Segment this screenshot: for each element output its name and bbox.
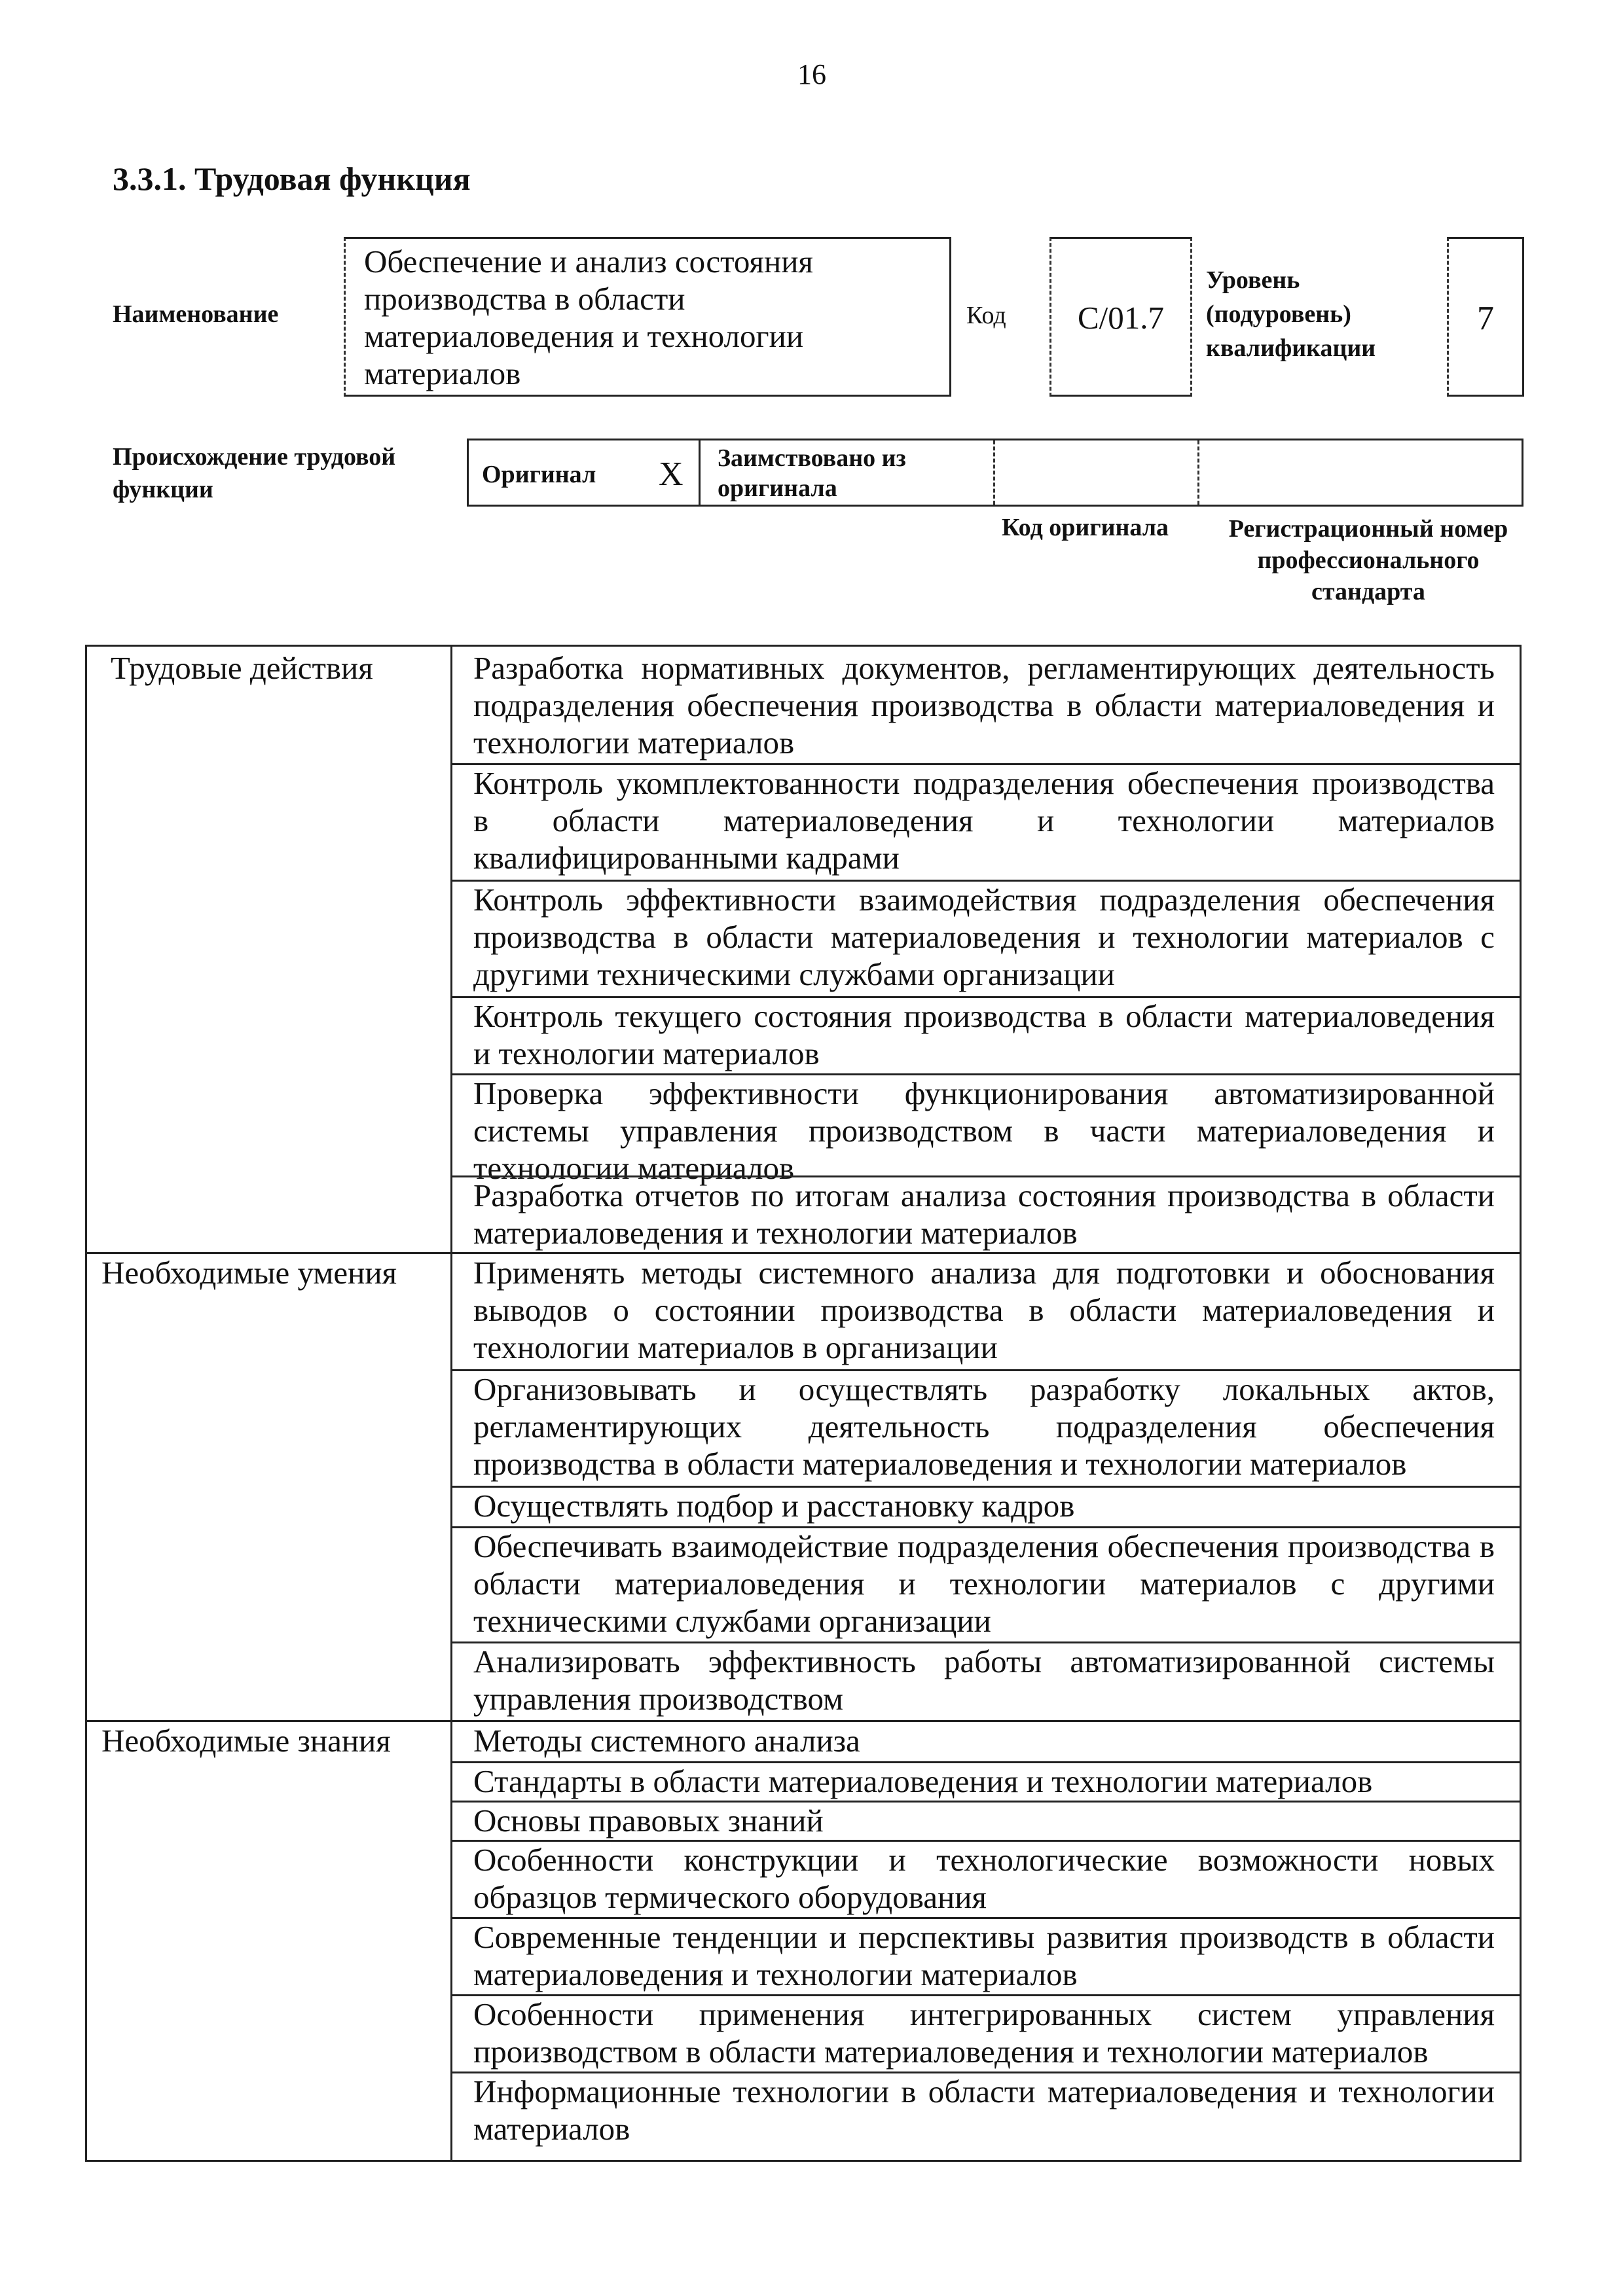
page-number: 16 bbox=[797, 58, 826, 90]
section-title-actions: Трудовые действия bbox=[111, 650, 373, 686]
action-item: Разработка нормативных документов, регламентирующих деятельность подразделения обеспечения производства в области материаловедения и технологии материалов bbox=[473, 650, 1495, 761]
skill-item: Обеспечивать взаимодействие подразделения обеспечения производства в области материаловедения и технологии материалов с другими техническими службами организации bbox=[473, 1528, 1495, 1639]
section-title: 3.3.1. Трудовая функция bbox=[113, 160, 471, 197]
origin-reg-cell bbox=[1199, 440, 1522, 505]
function-name-line: материаловедения и технологии bbox=[364, 318, 804, 354]
code-value: C/01.7 bbox=[1077, 300, 1165, 336]
level-value: 7 bbox=[1477, 300, 1494, 337]
borrowed-label-line: оригинала bbox=[718, 475, 837, 502]
original-label: Оригинал bbox=[482, 461, 596, 488]
function-name-line: Обеспечение и анализ состояния bbox=[364, 243, 813, 279]
function-name bbox=[364, 243, 936, 392]
skill-item: Осуществлять подбор и расстановку кадров bbox=[473, 1488, 1075, 1524]
level-box bbox=[1447, 237, 1524, 397]
skill-item: Анализировать эффективность работы автоматизированной системы управления производством bbox=[473, 1643, 1495, 1717]
level-label bbox=[1206, 263, 1402, 365]
code-box bbox=[1049, 237, 1192, 397]
knowledge-item: Основы правовых знаний bbox=[473, 1803, 824, 1839]
origin-label-line: Происхождение трудовой bbox=[113, 443, 396, 471]
origin-borrowed-cell bbox=[701, 440, 995, 505]
caption-reg-number bbox=[1211, 513, 1525, 607]
knowledge-item: Методы системного анализа bbox=[473, 1723, 860, 1759]
function-name-box bbox=[344, 237, 951, 397]
level-label-line: Уровень bbox=[1206, 266, 1300, 294]
knowledge-item: Стандарты в области материаловедения и технологии материалов bbox=[473, 1763, 1373, 1799]
borrowed-label bbox=[718, 443, 906, 503]
origin-code-cell bbox=[995, 440, 1199, 505]
caption-reg-line: профессионального bbox=[1257, 547, 1480, 574]
caption-code: Код оригинала bbox=[1002, 514, 1169, 541]
skill-item: Организовывать и осуществлять разработку локальных актов, регламентирующих деятельность подразделения обеспечения производства в области материаловедения и технологии материалов bbox=[473, 1371, 1495, 1482]
knowledge-item: Информационные технологии в области материаловедения и технологии материалов bbox=[473, 2073, 1495, 2147]
level-label-line: квалификации bbox=[1206, 334, 1376, 362]
code-label: Код bbox=[966, 302, 1006, 329]
origin-table bbox=[467, 439, 1523, 507]
caption-reg-line: стандарта bbox=[1311, 578, 1425, 605]
level-label-line: (подуровень) bbox=[1206, 300, 1351, 328]
action-item: Контроль эффективности взаимодействия подразделения обеспечения производства в области материаловедения и технологии материалов с другими техническими службами организации bbox=[473, 882, 1495, 992]
knowledge-item: Современные тенденции и перспективы развития производств в области материаловедения и технологии материалов bbox=[473, 1919, 1495, 1992]
function-name-line: производства в области bbox=[364, 281, 685, 317]
section-title-knowledge: Необходимые знания bbox=[101, 1723, 391, 1759]
skill-item: Применять методы системного анализа для подготовки и обоснования выводов о состоянии производства в области материаловедения и технологии материалов в организации bbox=[473, 1255, 1495, 1365]
action-item: Разработка отчетов по итогам анализа состояния производства в области материаловедения и технологии материалов bbox=[473, 1177, 1495, 1251]
original-mark: X bbox=[659, 456, 684, 493]
name-label: Наименование bbox=[113, 300, 279, 328]
knowledge-item: Особенности применения интегрированных систем управления производством в области материаловедения и технологии материалов bbox=[473, 1996, 1495, 2070]
caption-reg-line: Регистрационный номер bbox=[1228, 515, 1508, 543]
action-item: Контроль укомплектованности подразделения обеспечения производства в области материаловедения и технологии материалов квалифицированными кадрами bbox=[473, 765, 1495, 876]
knowledge-item: Особенности конструкции и технологические возможности новых образцов термического оборудования bbox=[473, 1842, 1495, 1915]
action-item: Проверка эффективности функционирования автоматизированной системы управления производством в части материаловедения и технологии материалов bbox=[473, 1075, 1495, 1186]
action-item: Контроль текущего состояния производства в области материаловедения и технологии материалов bbox=[473, 998, 1495, 1071]
borrowed-label-line: Заимствовано из bbox=[718, 444, 906, 472]
origin-label bbox=[113, 440, 395, 506]
column-divider bbox=[450, 647, 452, 2160]
labor-functions-table bbox=[85, 645, 1522, 2162]
origin-original-cell bbox=[469, 440, 701, 505]
section-title-skills: Необходимые умения bbox=[101, 1255, 397, 1291]
origin-label-line: функции bbox=[113, 476, 213, 503]
function-name-line: материалов bbox=[364, 355, 521, 391]
